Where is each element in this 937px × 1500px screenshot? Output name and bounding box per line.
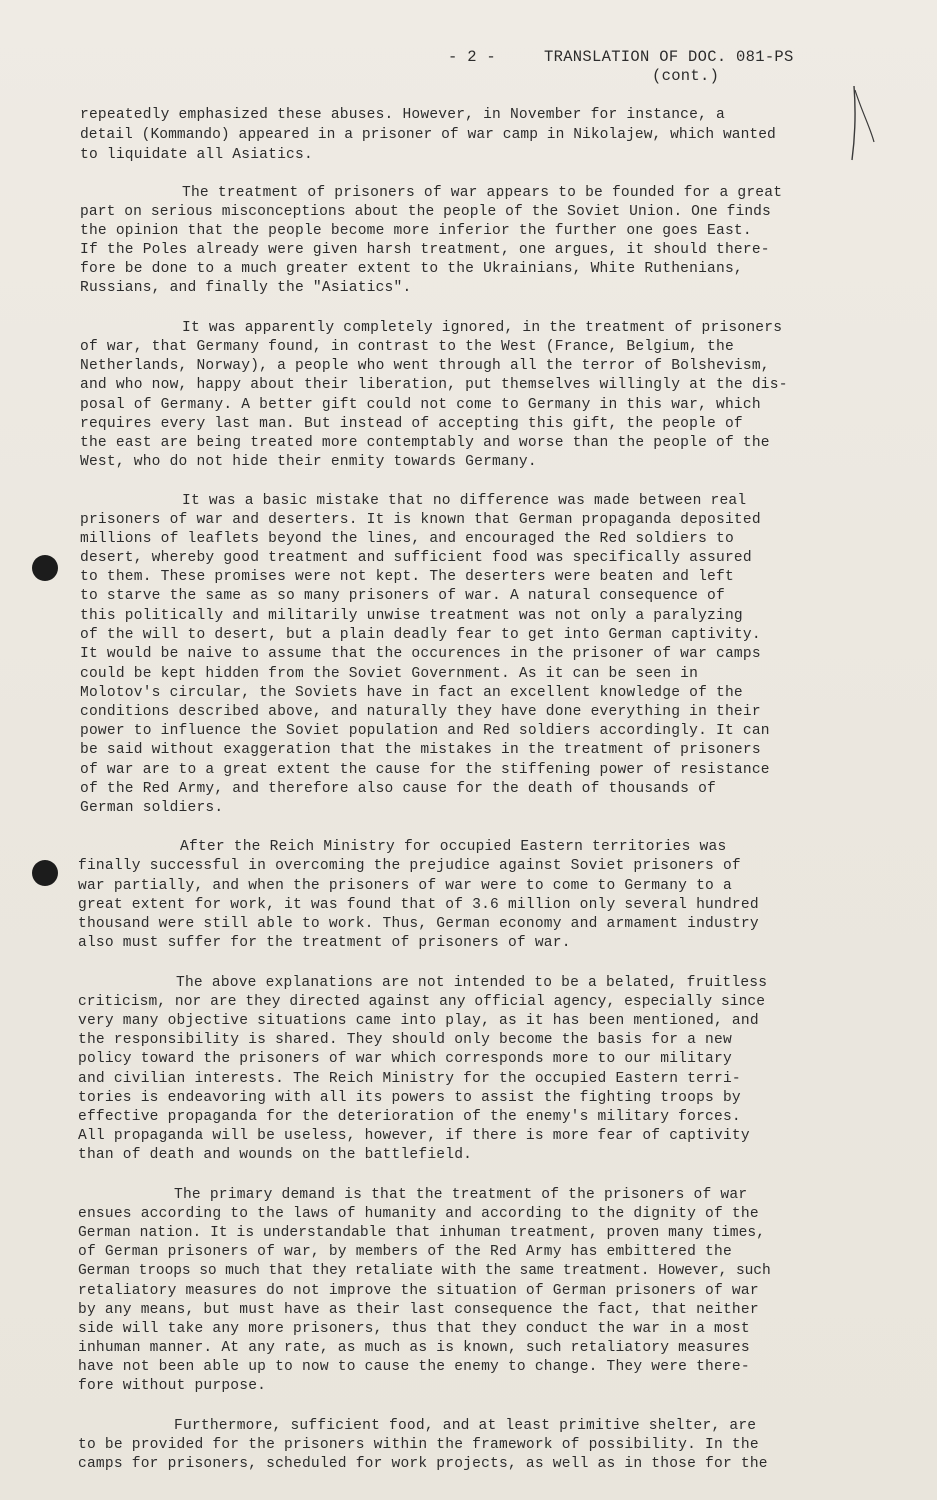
text-line: posal of Germany. A better gift could not come to Germany in this war, which (80, 397, 761, 413)
text-line: could be kept hidden from the Soviet Government. As it can be seen in (80, 666, 699, 682)
text-line: millions of leaflets beyond the lines, and encouraged the Red soldiers to (80, 531, 734, 547)
margin-pencil-mark (840, 82, 880, 172)
text-line: After the Reich Ministry for occupied Eastern territories was (180, 839, 727, 855)
text-line: finally successful in overcoming the prejudice against Soviet prisoners of (78, 858, 741, 874)
text-line: Russians, and finally the "Asiatics". (80, 280, 412, 296)
text-line: of war, that Germany found, in contrast to the West (France, Belgium, the (80, 339, 734, 355)
text-line: Molotov's circular, the Soviets have in fact an excellent knowledge of the (80, 685, 743, 701)
text-line: to starve the same as so many prisoners of war. A natural consequence of (80, 588, 725, 604)
text-line: this politically and militarily unwise treatment was not only a paralyzing (80, 608, 743, 624)
text-line: of German prisoners of war, by members of the Red Army has embittered the (78, 1244, 732, 1260)
text-line: be said without exaggeration that the mistakes in the treatment of prisoners (80, 742, 761, 758)
text-line: It would be naive to assume that the occurences in the prisoner of war camps (80, 646, 761, 662)
text-line: inhuman manner. At any rate, as much as is known, such retaliatory measures (78, 1340, 750, 1356)
text-line: tories is endeavoring with all its powers to assist the fighting troops by (78, 1090, 741, 1106)
text-line: of the Red Army, and therefore also cause for the death of thousands of (80, 781, 716, 797)
text-line: by any means, but must have as their last consequence the fact, that neither (78, 1302, 759, 1318)
text-line: power to influence the Soviet population and Red soldiers accordingly. It can (80, 723, 770, 739)
punch-hole (32, 555, 58, 581)
text-line: to liquidate all Asiatics. (80, 147, 313, 163)
page-number: - 2 - (448, 48, 497, 66)
text-line: repeatedly emphasized these abuses. However, in November for instance, a (80, 107, 725, 123)
text-line: thousand were still able to work. Thus, German economy and armament industry (78, 916, 759, 932)
text-line: detail (Kommando) appeared in a prisoner of war camp in Nikolajew, which wanted (80, 127, 776, 143)
text-line: have not been able up to now to cause the enemy to change. They were there- (78, 1359, 750, 1375)
text-line: also must suffer for the treatment of prisoners of war. (78, 935, 571, 951)
text-line: It was apparently completely ignored, in the treatment of prisoners (182, 320, 783, 336)
text-line: than of death and wounds on the battlefield. (78, 1147, 473, 1163)
text-line: war partially, and when the prisoners of war were to come to Germany to a (78, 878, 732, 894)
text-line: very many objective situations came into play, as it has been mentioned, and (78, 1013, 759, 1029)
text-line: to be provided for the prisoners within the framework of possibility. In the (78, 1437, 759, 1453)
text-line: the east are being treated more contemptably and worse than the people of the (80, 435, 770, 451)
text-line: German nation. It is understandable that inhuman treatment, proven many times, (78, 1225, 765, 1241)
text-line: desert, whereby good treatment and sufficient food was specifically assured (80, 550, 752, 566)
text-line: ensues according to the laws of humanity and according to the dignity of the (78, 1206, 759, 1222)
text-line: Netherlands, Norway), a people who went through all the terror of Bolshevism, (80, 358, 770, 374)
page-header (448, 48, 794, 86)
text-line: and civilian interests. The Reich Ministry for the occupied Eastern terri- (78, 1071, 741, 1087)
text-line: policy toward the prisoners of war which corresponds more to our military (78, 1051, 732, 1067)
text-line: side will take any more prisoners, thus that they conduct the war in a most (78, 1321, 750, 1337)
text-line: the responsibility is shared. They should only become the basis for a new (78, 1032, 732, 1048)
text-line: fore be done to a much greater extent to the Ukrainians, White Ruthenians, (80, 261, 743, 277)
text-line: The treatment of prisoners of war appears to be founded for a great (182, 185, 783, 201)
text-line: effective propaganda for the deterioration of the enemy's military forces. (78, 1109, 741, 1125)
text-line: All propaganda will be useless, however, if there is more fear of captivity (78, 1128, 750, 1144)
text-line: It was a basic mistake that no difference was made between real (182, 493, 747, 509)
punch-hole (32, 860, 58, 886)
text-line: conditions described above, and naturally they have done everything in their (80, 704, 761, 720)
text-line: West, who do not hide their enmity towards Germany. (80, 454, 537, 470)
text-line: of war are to a great extent the cause for the stiffening power of resistance (80, 762, 770, 778)
text-line: prisoners of war and deserters. It is known that German propaganda deposited (80, 512, 761, 528)
text-line: to them. These promises were not kept. The deserters were beaten and left (80, 569, 734, 585)
text-line: criticism, nor are they directed against any official agency, especially since (78, 994, 765, 1010)
text-line: great extent for work, it was found that of 3.6 million only several hundred (78, 897, 759, 913)
text-line: If the Poles already were given harsh treatment, one argues, it should there- (80, 242, 770, 258)
text-line: and who now, happy about their liberation, put themselves willingly at the dis- (80, 377, 788, 393)
text-line: The primary demand is that the treatment of the prisoners of war (174, 1187, 748, 1203)
text-line: retaliatory measures do not improve the situation of German prisoners of war (78, 1283, 759, 1299)
text-line: the opinion that the people become more inferior the further one goes East. (80, 223, 752, 239)
text-line: Furthermore, sufficient food, and at least primitive shelter, are (174, 1418, 757, 1434)
text-line: German troops so much that they retaliate with the same treatment. However, such (78, 1263, 771, 1279)
text-line: part on serious misconceptions about the people of the Soviet Union. One finds (80, 204, 771, 220)
text-line: camps for prisoners, scheduled for work projects, as well as in those for the (78, 1456, 768, 1472)
text-line: requires every last man. But instead of accepting this gift, the people of (80, 416, 743, 432)
text-line: The above explanations are not intended to be a belated, fruitless (176, 975, 768, 991)
text-line: fore without purpose. (78, 1378, 267, 1394)
continued-label: (cont.) (652, 67, 720, 85)
document-title: TRANSLATION OF DOC. 081-PS (544, 48, 794, 66)
text-line: German soldiers. (80, 800, 224, 816)
text-line: of the will to desert, but a plain deadly fear to get into German captivity. (80, 627, 761, 643)
